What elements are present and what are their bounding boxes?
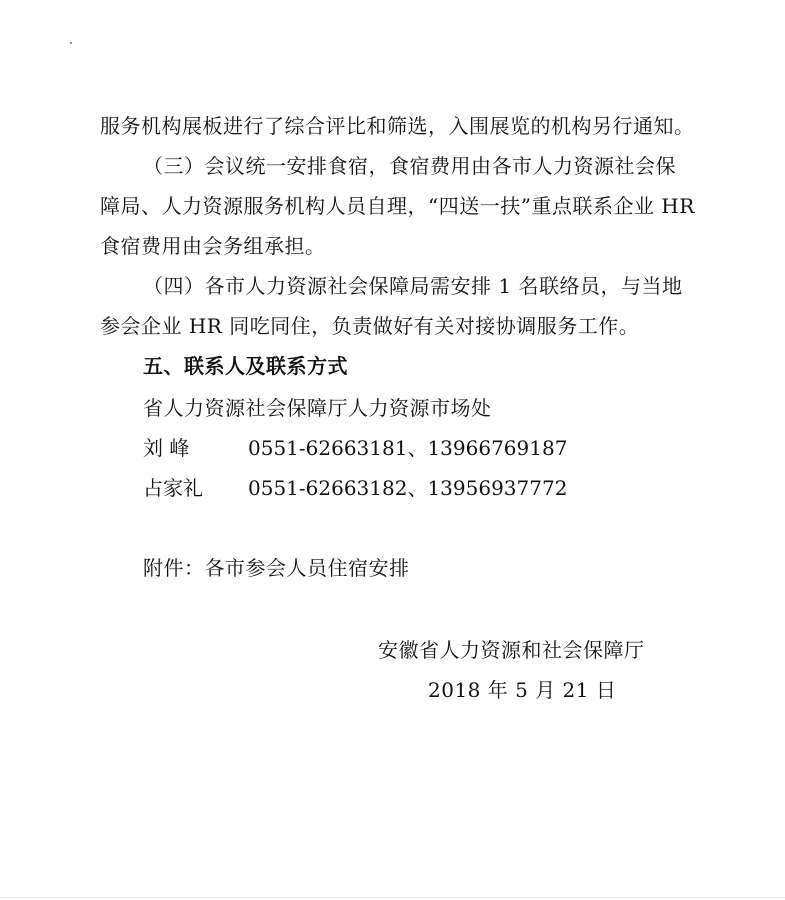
page-bottom-edge xyxy=(0,897,785,898)
signature-org: 安徽省人力资源和社会保障厅 xyxy=(378,638,645,662)
section-heading: 五、联系人及联系方式 xyxy=(143,354,348,378)
signature-date: 2018 年 5 月 21 日 xyxy=(428,678,617,702)
paragraph-line-6: 参会企业 HR 同吃同住，负责做好有关对接协调服务工作。 xyxy=(100,314,640,338)
paragraph-line-5: （四）各市人力资源社会保障局需安排 1 名联络员，与当地 xyxy=(143,274,683,298)
contact-phone-2: 0551-62663182、13956937772 xyxy=(248,476,568,500)
contact-phone-1: 0551-62663181、13966769187 xyxy=(248,436,568,460)
contact-name-1: 刘 峰 xyxy=(143,436,190,460)
office-name: 省人力资源社会保障厅人力资源市场处 xyxy=(143,396,492,420)
paragraph-line-4: 食宿费用由会务组承担。 xyxy=(100,234,326,258)
paragraph-line-1: 服务机构展板进行了综合评比和筛选，入围展览的机构另行通知。 xyxy=(100,114,695,138)
paragraph-line-2: （三）会议统一安排食宿，食宿费用由各市人力资源社会保 xyxy=(143,154,676,178)
contact-name-2: 占家礼 xyxy=(143,476,203,500)
paragraph-line-3: 障局、人力资源服务机构人员自理，“四送一扶”重点联系企业 HR xyxy=(100,194,695,218)
scan-mark xyxy=(70,42,72,44)
attachment-note: 附件：各市参会人员住宿安排 xyxy=(143,556,410,580)
